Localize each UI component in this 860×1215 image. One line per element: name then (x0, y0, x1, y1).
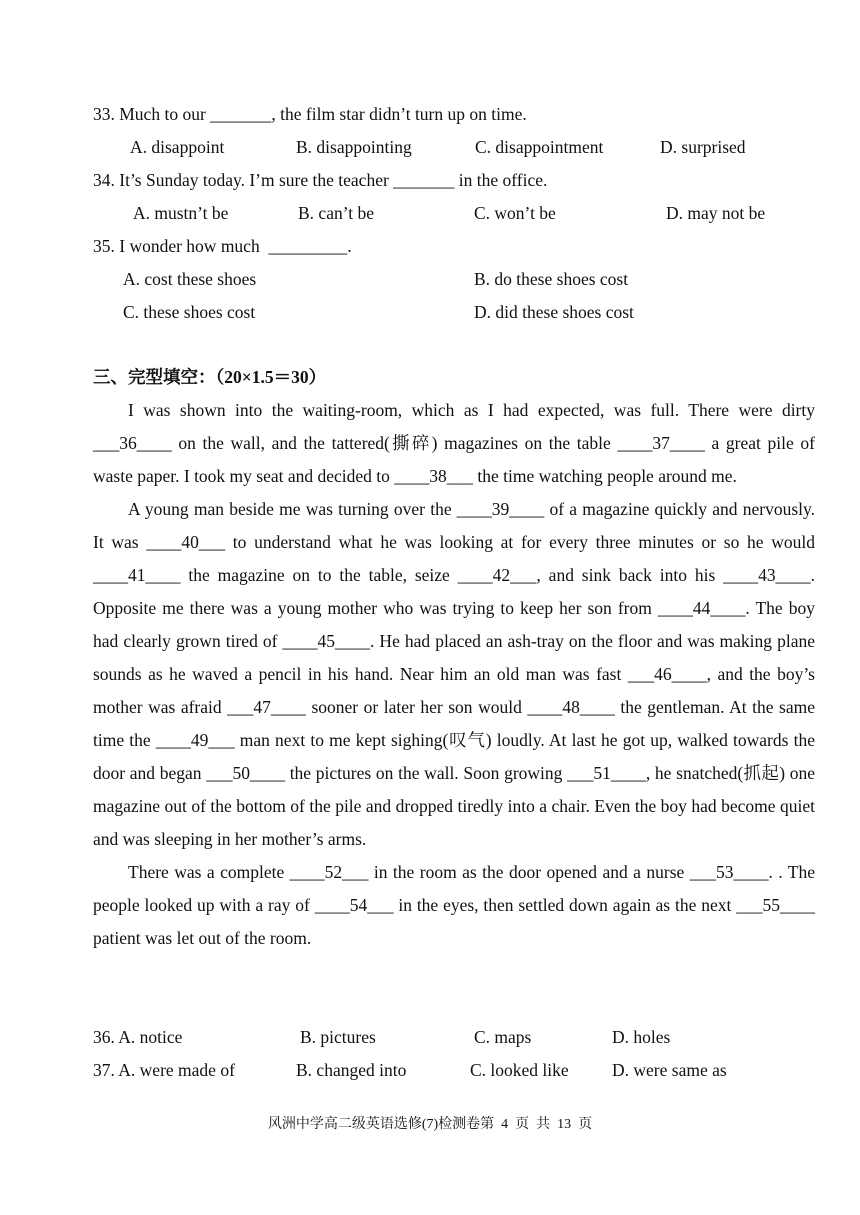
passage-paragraph-1: I was shown into the waiting-room, which as I had expected, was full. There were dirty ___36____ on the wall, and the tattered(撕碎) magazines on the table ____37____ a great pile of waste paper. I took my seat and decided to ____38___ the time watching people around me. (93, 400, 815, 486)
cloze-passage (93, 394, 815, 955)
question-33-option-a: A. disappoint (130, 137, 225, 157)
cloze-37-option-b: B. changed into (296, 1060, 407, 1080)
question-34-option-a: A. mustn’t be (133, 203, 229, 223)
question-34-option-b: B. can’t be (298, 203, 374, 223)
cloze-36-option-b: B. pictures (300, 1027, 376, 1047)
page-footer: 风洲中学高二级英语选修(7)检测卷第 4 页 共 13 页 (267, 1117, 593, 1132)
passage-paragraph-3: There was a complete ____52___ in the room as the door opened and a nurse ___53____. . The people looked up with a ray of ____54___ in the eyes, then settled down again as the next ___55____ patient was let out of the room. (93, 862, 815, 948)
question-33-option-b: B. disappointing (296, 137, 412, 157)
cloze-37-option-a: 37. A. were made of (93, 1060, 235, 1080)
section-title: 三、完型填空：（20×1.5＝30） (93, 367, 327, 387)
question-35-option-d: D. did these shoes cost (474, 302, 634, 322)
cloze-36-option-d: D. holes (612, 1027, 671, 1047)
cloze-37-option-d: D. were same as (612, 1060, 727, 1080)
passage-paragraph-2: A young man beside me was turning over the ____39____ of a magazine quickly and nervously. It was ____40___ to understand what he was looking at for every three minutes or so he would ____41____ the magazine on to the table, seize ____42___, and sink back into his ____43____. Opposite me there was a young mother who was trying to keep her son from ____44____. The boy had clearly grown tired of ____45____. He had placed an ash-tray on the floor and was making plane sounds as he waved a pencil in his hand. Near him an old man was fast ___46____, and the boy’s mother was afraid ___47____ sooner or later her son would ____48____ the gentleman. At the same time the ____49___ man next to me kept sighing(叹气) loudly. At last he got up, walked towards the door and began ___50____ the pictures on the wall. Soon growing ___51____, he snatched(抓起) one magazine out of the bottom of the pile and dropped tiredly into a chair. Even the boy had become quiet and was sleeping in her mother’s arms. (93, 499, 815, 849)
question-33-stem: 33. Much to our _______, the film star didn’t turn up on time. (93, 104, 527, 124)
cloze-37-option-c: C. looked like (470, 1060, 569, 1080)
question-34-option-d: D. may not be (666, 203, 766, 223)
cloze-36-option-a: 36. A. notice (93, 1027, 183, 1047)
question-35-option-a: A. cost these shoes (123, 269, 257, 289)
question-34-stem: 34. It’s Sunday today. I’m sure the teacher _______ in the office. (93, 170, 548, 190)
question-33-option-c: C. disappointment (475, 137, 604, 157)
question-35-option-c: C. these shoes cost (123, 302, 256, 322)
question-35-option-b: B. do these shoes cost (474, 269, 629, 289)
question-33-option-d: D. surprised (660, 137, 746, 157)
question-35-stem: 35. I wonder how much _________. (93, 236, 352, 256)
question-34-option-c: C. won’t be (474, 203, 556, 223)
cloze-36-option-c: C. maps (474, 1027, 532, 1047)
